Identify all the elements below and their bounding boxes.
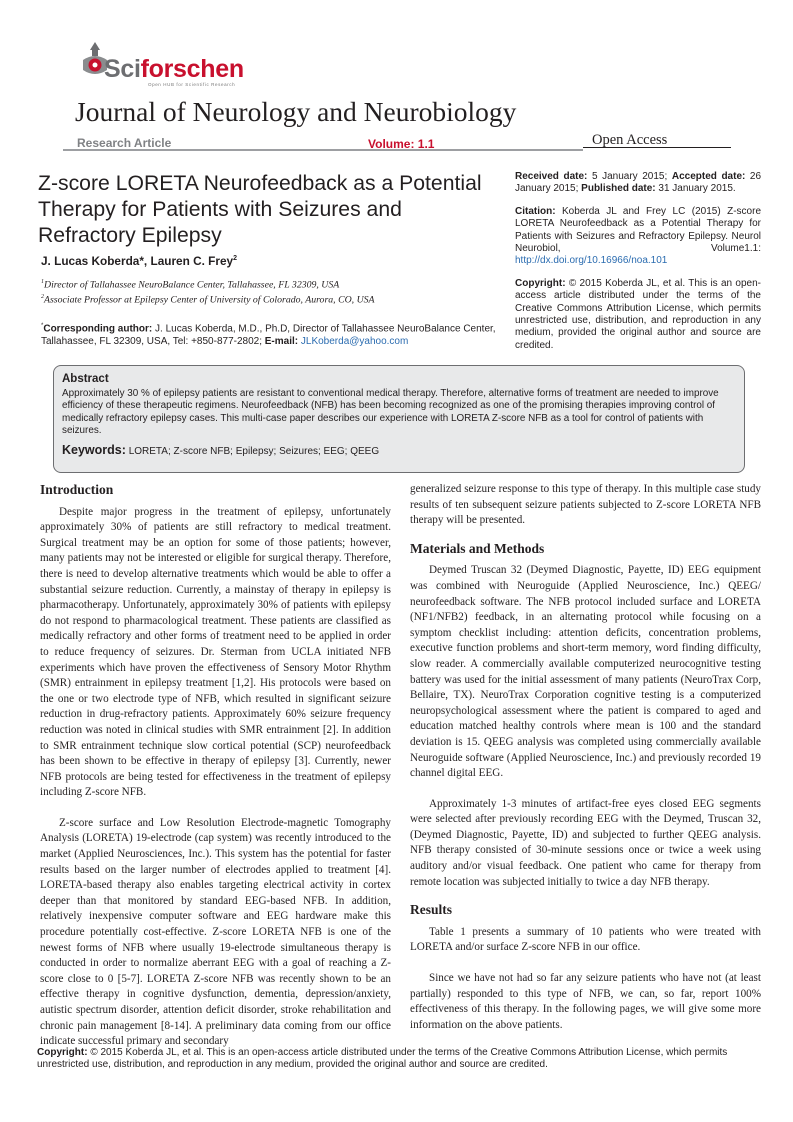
keywords	[62, 443, 736, 457]
keywords-label: Keywords:	[62, 442, 126, 457]
dates: Received date: 5 January 2015; Accepted date: 26 January 2015; Published date: 31 January 2015.	[515, 171, 762, 195]
email-label: E-mail:	[264, 335, 299, 347]
results-heading: Results	[410, 902, 453, 918]
abstract-box	[53, 365, 745, 473]
body-column-right	[410, 482, 761, 1033]
corresponding-label: Corresponding author:	[43, 323, 153, 335]
methods-heading: Materials and Methods	[410, 540, 545, 556]
abstract-text: Approximately 30 % of epilepsy patients are resistant to conventional medical therapy. Therefore, alternative forms of treatment are needed to improve efficiency of these therapeutic regimens. Neurofeedback (NFB) has been becoming recognized as one of the promising therapies improving control of medically refractory epilepsy cases. This multi-case paper describes our experience with LORETA Z-score NFB as a tool for control of patients with seizures.	[62, 388, 719, 437]
article-type: Research Article	[77, 136, 172, 150]
open-access-label: Open Access	[592, 132, 668, 148]
keywords-list: LORETA; Z-score NFB; Epilepsy; Seizures; EEG; QEEG	[128, 445, 380, 457]
article-info-panel	[515, 171, 761, 362]
affiliation-1: $^1$Director of Tallahassee NeuroBalance Center, Tallahassee, FL 32309, USA	[41, 279, 340, 291]
doi-link[interactable]: http://dx.doi.org/10.16966/noa.101	[515, 255, 668, 267]
footer-copyright	[37, 1047, 761, 1072]
footer-copyright-label: Copyright:	[37, 1047, 88, 1058]
intro-continuation: generalized seizure response to this type of therapy. In this multiple case study results of ten subsequent seizure patients subjected to Z-score LORETA NFB therapy will be presented.	[410, 483, 761, 527]
abstract-heading: Abstract	[62, 373, 109, 385]
methods-paragraph-2: Approximately 1-3 minutes of artifact-free eyes closed EEG segments were selected after previously recording EEG with the Deymed, Truscan 32, (Deymed Diagnostic, Payette, ID) and subjected to further QEEG analysis. NFB therapy consisted of 30-minute sessions once or twice a week using auditory and/or visual feedback. One patient who came for therapy from remote location was subjected initially to twice a day NFB therapy.	[410, 797, 761, 888]
copyright-side: Copyright: © 2015 Koberda JL, et al. This is an open-access article distributed under the terms of the Creative Commons Attribution License, which permits unrestricted use, distribution, and reproduction in any medium, provided the original author and source are credited.	[515, 277, 761, 351]
volume-label: Volume: 1.1	[368, 137, 435, 151]
author2-affiliation-marker: 2	[233, 255, 237, 263]
paper-title: Z-score LORETA Neurofeedback as a Potential Therapy for Patients with Seizures and Refractory Epilepsy	[38, 172, 482, 247]
logo-forschen-text: forschen	[140, 55, 244, 83]
methods-paragraph-1: Deymed Truscan 32 (Deymed Diagnostic, Payette, ID) EEG equipment was combined with Neuroguide (Applied Neuroscience, Inc.) QEEG/ neurofeedback software. The NFB protocol included surface and LORETA (NF1/NFB2) feedback, in an alternating protocol while focusing on a symptom checklist including: attention deficits, concentration problems, executive function problems and short-term memory, word finding difficulty, slow reader. A commercially available computerized neurocognitive testing battery was used for the initial assessment of many patients (NeuroTrax Corp, Bellaire, TX). NeuroTrax Corporation cognitive testing is a computerized neuropsychological assessment where the patient is compared to aged and education matched healthy controls where mean is 100 and the standard deviation is 15. QEEG analysis was completed using commercially available Neuroguide software (Applied Neuroscience, Inc.) and previously recorded 19 channel digital EEG.	[410, 564, 761, 780]
email-link[interactable]: JLKoberda@yahoo.com	[300, 335, 409, 347]
intro-paragraph-1: Despite major progress in the treatment of epilepsy, unfortunately approximately 30% of patients are still refractory to medical treatment. Surgical treatment may be an option for some of those patients; however, many patients may not be interested or eligible for surgical therapy. Therefore, there is need to develop alternative treatments which would be able to offer a substantial seizure reduction. Currently, a mainstay of therapy in epilepsy is pharmacotherapy. Unfortunately, approximately 30% of patients with epilepsy do not respond to pharmacological treatment. These patients are classified as medically refractory and other forms of treatment need to be applied in order to reduce frequency of seizures. Dr. Sterman from UCLA initiated NFB experiments which have proven the effectiveness of Sensory Motor Rhythm (SMR) entrainment in epilepsy treatment [1,2]. His protocols were based on the one or two electrode type of NFB, which resulted in significant seizure reduction in drug-refractory patients. Approximately 60% seizure frequency reduction was noted in clinical studies with SMR entrainment [2]. In addition to SMR entrainment technique slow cortical potential (SCP) neurofeedback has been shown to be effective in therapy of epilepsy [3]. Currently, newer NFB protocols are being tested for effectiveness in the treatment of epilepsy including Z-score NFB.	[40, 505, 391, 799]
logo-tagline: Open HUB for Scientific Research	[148, 82, 236, 87]
sciforschen-logo	[78, 38, 258, 88]
footer-copyright-text: © 2015 Koberda JL, et al. This is an open-access article distributed under the terms of the Creative Commons Attribution License, which permits unrestricted use, distribution, and reproduction in any medium, provided the original author and source are credited.	[37, 1047, 728, 1071]
header-divider-right	[583, 147, 731, 148]
results-paragraph-2: Since we have not had so far any seizure patients who have not (at least partially) responded to this type of NFB, we can, so far, report 100% effectiveness of this therapy. In the following pages, we will give some more information on the above patients.	[410, 972, 761, 1031]
results-paragraph-1: Table 1 presents a summary of 10 patients who were treated with LORETA and/or surface Z-score NFB in our office.	[410, 925, 761, 954]
citation: Citation: Koberda JL and Frey LC (2015) Z-score LORETA Neurofeedback as a Potential Therapy for Patients with Seizures and Refractory Epilepsy. Neurol Neurobiol, Volume1.1: http://dx.doi.org/10.16966/noa.101	[515, 205, 762, 267]
header-divider	[63, 149, 583, 151]
logo-sci-text: Sci	[104, 55, 141, 83]
corresponding-text: J. Lucas Koberda, M.D., Ph.D, Director of Tallahassee NeuroBalance Center, Tallahassee, FL 32309, USA, Tel: +850-877-2802;	[41, 323, 496, 347]
journal-title: Journal of Neurology and Neurobiology	[75, 96, 517, 127]
intro-paragraph-2: Z-score surface and Low Resolution Electrode-magnetic Tomography Analysis (LORETA) 19-electrode (cap system) was recently introduced to the market (Applied Neurosciences, Inc.). This system has the potential for faster results based on the larger number of electrodes applied to treatment [4]. LORETA-based therapy also enables targeting electrical activity in cortex deeper than that monitored by standard EEG-based NFB. In addition, relatively inexpensive computer software and EEG hardware make this procedure potentially cost-effective. Z-score LORETA NFB is one of the newest forms of NFB where usually 19-electrode simultaneous therapy is conducted in order to normalize aberrant EEG with a goal of reaching a Z-score close to 0 [5-7]. LORETA Z-score NFB was recently shown to be an effective therapy in cognitive dysfunction, dementia, depression/anxiety, autistic spectrum disorder, attention deficit disorder, stroke rehabilitation and chronic pain management [8-14]. A preliminary data coming from our office indicate successful primary and secondary	[40, 816, 391, 1048]
introduction-heading: Introduction	[40, 482, 114, 497]
affiliation-2: $^2$Associate Professor at Epilepsy Center of University of Colorado, Aurora, CO, USA	[41, 294, 375, 306]
corresponding-author: *Corresponding author: J. Lucas Koberda, M.D., Ph.D, Director of Tallahassee NeuroBalance Center, Tallahassee, FL 32309, USA, Tel: +850-877-2802; E-mail: JLKoberda@yahoo.com	[41, 323, 496, 347]
body-column-left	[40, 482, 391, 1050]
authors-text: J. Lucas Koberda*, Lauren C. Frey	[41, 254, 234, 268]
author-list	[41, 254, 237, 268]
affiliations	[41, 276, 375, 307]
